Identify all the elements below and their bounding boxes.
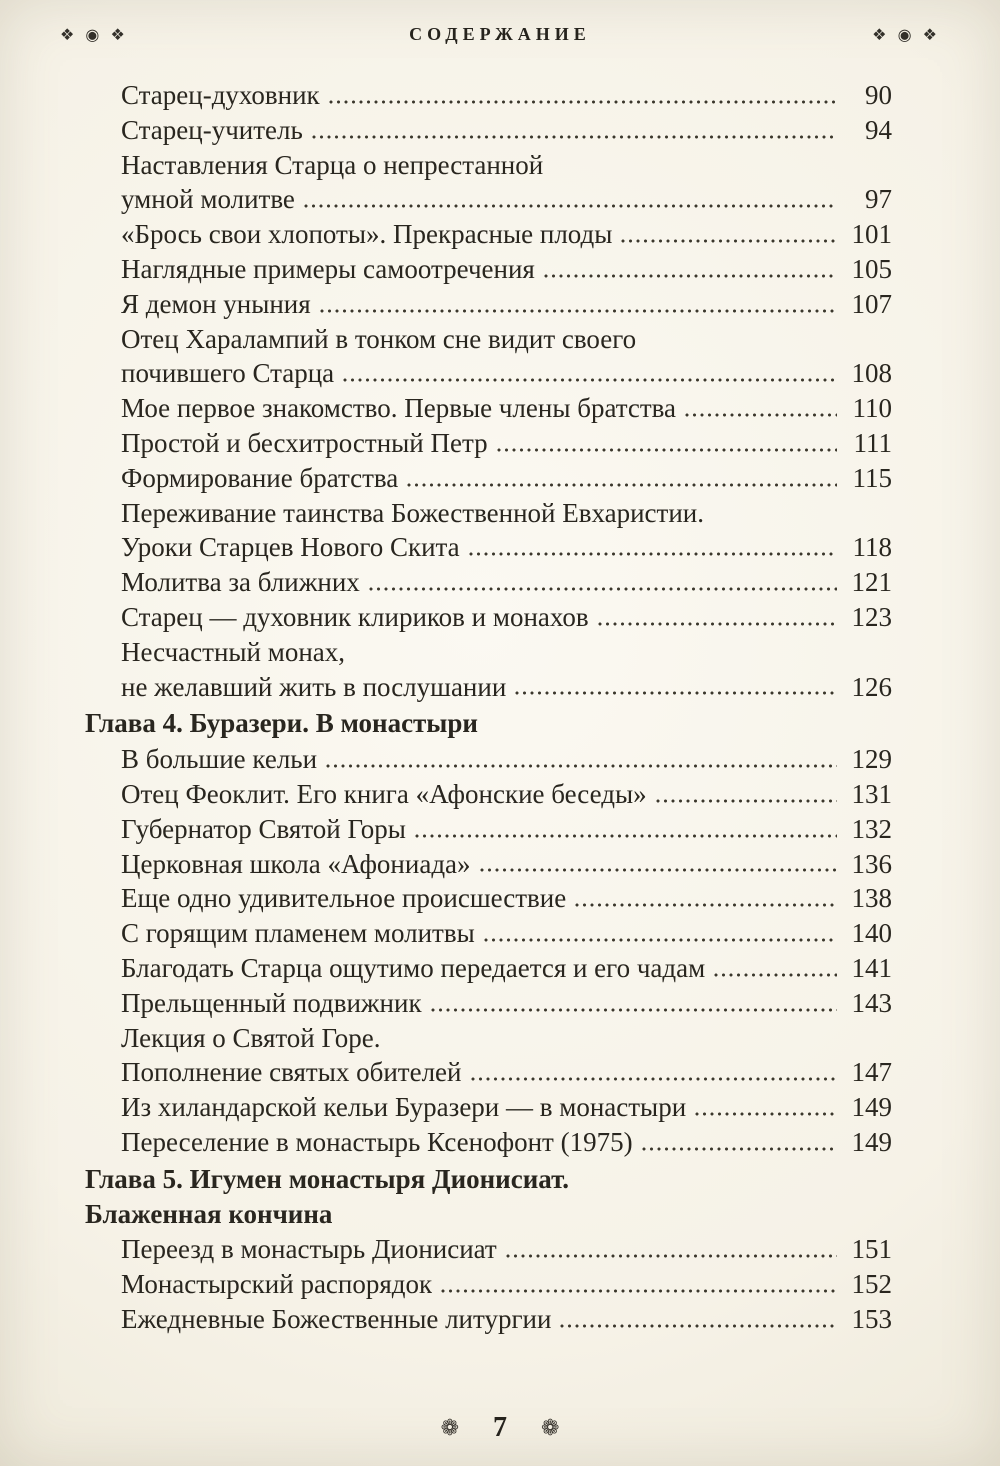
dot-leader [685, 413, 837, 417]
entry-page-number: 149 [851, 1126, 892, 1157]
dot-leader [441, 1289, 837, 1293]
toc-entry [85, 1302, 892, 1337]
dot-leader [506, 1254, 837, 1258]
entry-page-number: 129 [851, 744, 892, 775]
entry-title: умной молитве [121, 184, 295, 215]
dot-leader [415, 834, 837, 838]
entry-title: Наставления Старца о непрестанной [121, 149, 544, 180]
entry-page-number: 143 [851, 987, 892, 1018]
page-header [60, 24, 940, 45]
toc-line [85, 1267, 892, 1302]
entry-page-number: 131 [851, 778, 892, 809]
dot-leader [598, 622, 837, 626]
toc-line [85, 426, 892, 461]
entry-title: Наглядные примеры самоотречения [121, 253, 535, 284]
toc-entry [85, 461, 892, 496]
entry-title: Переселение в монастырь Ксенофонт (1975) [121, 1126, 633, 1157]
entry-page-number: 111 [853, 427, 892, 458]
entry-page-number: 90 [865, 80, 892, 110]
toc-line [85, 916, 892, 951]
header-ornament-right-icon: ❖ ◉ ❖ [872, 25, 940, 44]
toc-entry [85, 600, 892, 635]
toc-entry [85, 565, 892, 600]
toc-line [85, 217, 892, 252]
dot-leader [431, 1008, 837, 1012]
entry-title: В большие кельи [121, 744, 318, 775]
toc-line [85, 777, 892, 812]
toc-line [85, 670, 892, 705]
entry-title: Благодать Старца ощутимо передается и его чадам [121, 952, 706, 983]
entry-title: Формирование братства [121, 462, 399, 493]
dot-leader [343, 378, 837, 382]
entry-title: Переезд в монастырь Дионисиат [121, 1234, 497, 1265]
toc-entry [85, 426, 892, 461]
entry-title: Прельщенный подвижник [121, 987, 422, 1018]
dot-leader [480, 868, 837, 872]
toc-line [85, 1302, 892, 1337]
footer-page-number: 7 [493, 1412, 507, 1443]
dot-leader [575, 903, 837, 907]
entry-page-number: 147 [851, 1057, 892, 1088]
entry-page-number: 107 [851, 288, 892, 319]
entry-title: Еще одно удивительное происшествие [121, 883, 567, 914]
entry-title: Уроки Старцев Нового Скита [121, 532, 460, 563]
toc-line [85, 1162, 892, 1197]
chapter-heading [85, 1162, 892, 1232]
toc-line [85, 148, 892, 183]
entry-title: Я демон уныния [121, 288, 311, 319]
toc-line [85, 182, 892, 217]
dot-leader [656, 799, 837, 803]
toc-line [85, 391, 892, 426]
toc-entry [85, 916, 892, 951]
entry-page-number: 140 [851, 918, 892, 949]
entry-page-number: 149 [851, 1092, 892, 1123]
dot-leader [544, 274, 837, 278]
entry-title: Пополнение святых обителей [121, 1057, 462, 1088]
toc-entry [85, 812, 892, 847]
entry-page-number: 126 [851, 671, 892, 702]
entry-page-number: 141 [851, 952, 892, 983]
toc-line [85, 1125, 892, 1160]
toc-entry [85, 113, 892, 148]
toc-line [85, 1021, 892, 1056]
footer-ornament-left-icon: ❁ [440, 1415, 459, 1441]
toc-entry [85, 148, 892, 218]
toc-line [85, 496, 892, 531]
toc-entry [85, 391, 892, 426]
entry-page-number: 152 [851, 1269, 892, 1300]
entry-title: не желавший жить в послушании [121, 671, 507, 702]
entry-title: Церковная школа «Афониада» [121, 848, 471, 879]
toc-line [85, 565, 892, 600]
entry-title: Ежедневные Божественные литургии [121, 1303, 552, 1334]
chapter-heading [85, 706, 892, 741]
entry-title: Монастырский распорядок [121, 1269, 433, 1300]
toc-line [85, 287, 892, 322]
entry-page-number: 108 [851, 358, 892, 389]
entry-page-number: 132 [851, 813, 892, 844]
page-title: СОДЕРЖАНИЕ [409, 24, 591, 44]
entry-title: Из хиландарской кельи Буразери — в монастыри [121, 1092, 687, 1123]
header-ornament-left-icon: ❖ ◉ ❖ [60, 25, 128, 44]
toc-list [85, 78, 892, 1337]
dot-leader [469, 552, 837, 556]
footer-ornament-right-icon: ❁ [541, 1415, 560, 1441]
dot-leader [369, 587, 837, 591]
toc-entry [85, 322, 892, 392]
entry-page-number: 121 [851, 567, 892, 598]
entry-page-number: 123 [851, 601, 892, 632]
entry-page-number: 94 [865, 114, 892, 145]
toc-entry [85, 1090, 892, 1125]
entry-title: Старец — духовник клириков и монахов [121, 601, 589, 632]
dot-leader [320, 309, 837, 313]
toc-entry [85, 1125, 892, 1160]
toc-line [85, 252, 892, 287]
toc-line [85, 812, 892, 847]
dot-leader [407, 483, 837, 487]
toc-entry [85, 78, 892, 113]
chapter-title: Глава 5. Игумен монастыря Дионисиат. [85, 1163, 570, 1194]
toc-line [85, 113, 892, 148]
entry-title: Мое первое знакомство. Первые члены братства [121, 393, 677, 424]
toc-line [85, 742, 892, 777]
toc-entry [85, 287, 892, 322]
toc-entry [85, 986, 892, 1021]
toc-entry [85, 1232, 892, 1267]
dot-leader [312, 135, 837, 139]
entry-title: «Брось свои хлопоты». Прекрасные плоды [121, 219, 613, 250]
dot-leader [515, 691, 837, 695]
toc-entry [85, 252, 892, 287]
entry-page-number: 153 [851, 1303, 892, 1334]
toc-line [85, 1197, 892, 1232]
entry-page-number: 118 [852, 532, 892, 563]
entry-title: Старец-учитель [121, 114, 303, 145]
chapter-title: Блаженная кончина [85, 1198, 333, 1229]
entry-page-number: 136 [851, 848, 892, 879]
toc-entry [85, 635, 892, 705]
toc-line [85, 1090, 892, 1125]
entry-title: Молитва за ближних [121, 567, 360, 598]
dot-leader [471, 1077, 838, 1081]
toc-entry [85, 881, 892, 916]
entry-title: Переживание таинства Божественной Евхаристии. [121, 497, 704, 528]
entry-title: почившего Старца [121, 358, 335, 389]
dot-leader [621, 239, 837, 243]
dot-leader [329, 100, 837, 104]
entry-page-number: 115 [852, 462, 892, 493]
toc-line [85, 847, 892, 882]
dot-leader [642, 1147, 837, 1151]
dot-leader [695, 1112, 837, 1116]
entry-page-number: 97 [865, 184, 892, 215]
toc-line [85, 530, 892, 565]
page-footer [0, 1412, 1000, 1444]
toc-line [85, 78, 892, 113]
entry-title: Старец-духовник [121, 80, 320, 110]
entry-title: Лекция о Святой Горе. [121, 1022, 381, 1053]
toc-entry [85, 742, 892, 777]
dot-leader [560, 1324, 837, 1328]
chapter-title: Глава 4. Буразери. В монастыри [85, 708, 478, 739]
toc-line [85, 986, 892, 1021]
toc-entry [85, 496, 892, 566]
toc-line [85, 635, 892, 670]
dot-leader [714, 973, 837, 977]
toc-line [85, 322, 892, 357]
entry-title: Губернатор Святой Горы [121, 813, 406, 844]
toc-line [85, 600, 892, 635]
toc-line [85, 951, 892, 986]
toc-entry [85, 951, 892, 986]
toc-entry [85, 1267, 892, 1302]
toc-entry [85, 1021, 892, 1091]
entry-page-number: 105 [851, 253, 892, 284]
toc-line [85, 1055, 892, 1090]
toc-line [85, 706, 892, 741]
dot-leader [326, 764, 837, 768]
toc-line [85, 461, 892, 496]
entry-page-number: 110 [852, 393, 892, 424]
entry-title: Отец Феоклит. Его книга «Афонские беседы» [121, 778, 647, 809]
entry-title: Несчастный монах, [121, 636, 346, 667]
entry-title: Отец Харалампий в тонком сне видит своего [121, 323, 637, 354]
toc-entry [85, 217, 892, 252]
entry-title: Простой и бесхитростный Петр [121, 427, 488, 458]
toc-line [85, 881, 892, 916]
toc-line [85, 1232, 892, 1267]
toc-entry [85, 777, 892, 812]
toc-line [85, 356, 892, 391]
dot-leader [484, 938, 837, 942]
dot-leader [304, 204, 837, 208]
entry-page-number: 151 [851, 1234, 892, 1265]
entry-page-number: 138 [851, 883, 892, 914]
toc-entry [85, 847, 892, 882]
entry-page-number: 101 [851, 219, 892, 250]
entry-title: С горящим пламенем молитвы [121, 918, 475, 949]
dot-leader [497, 448, 837, 452]
